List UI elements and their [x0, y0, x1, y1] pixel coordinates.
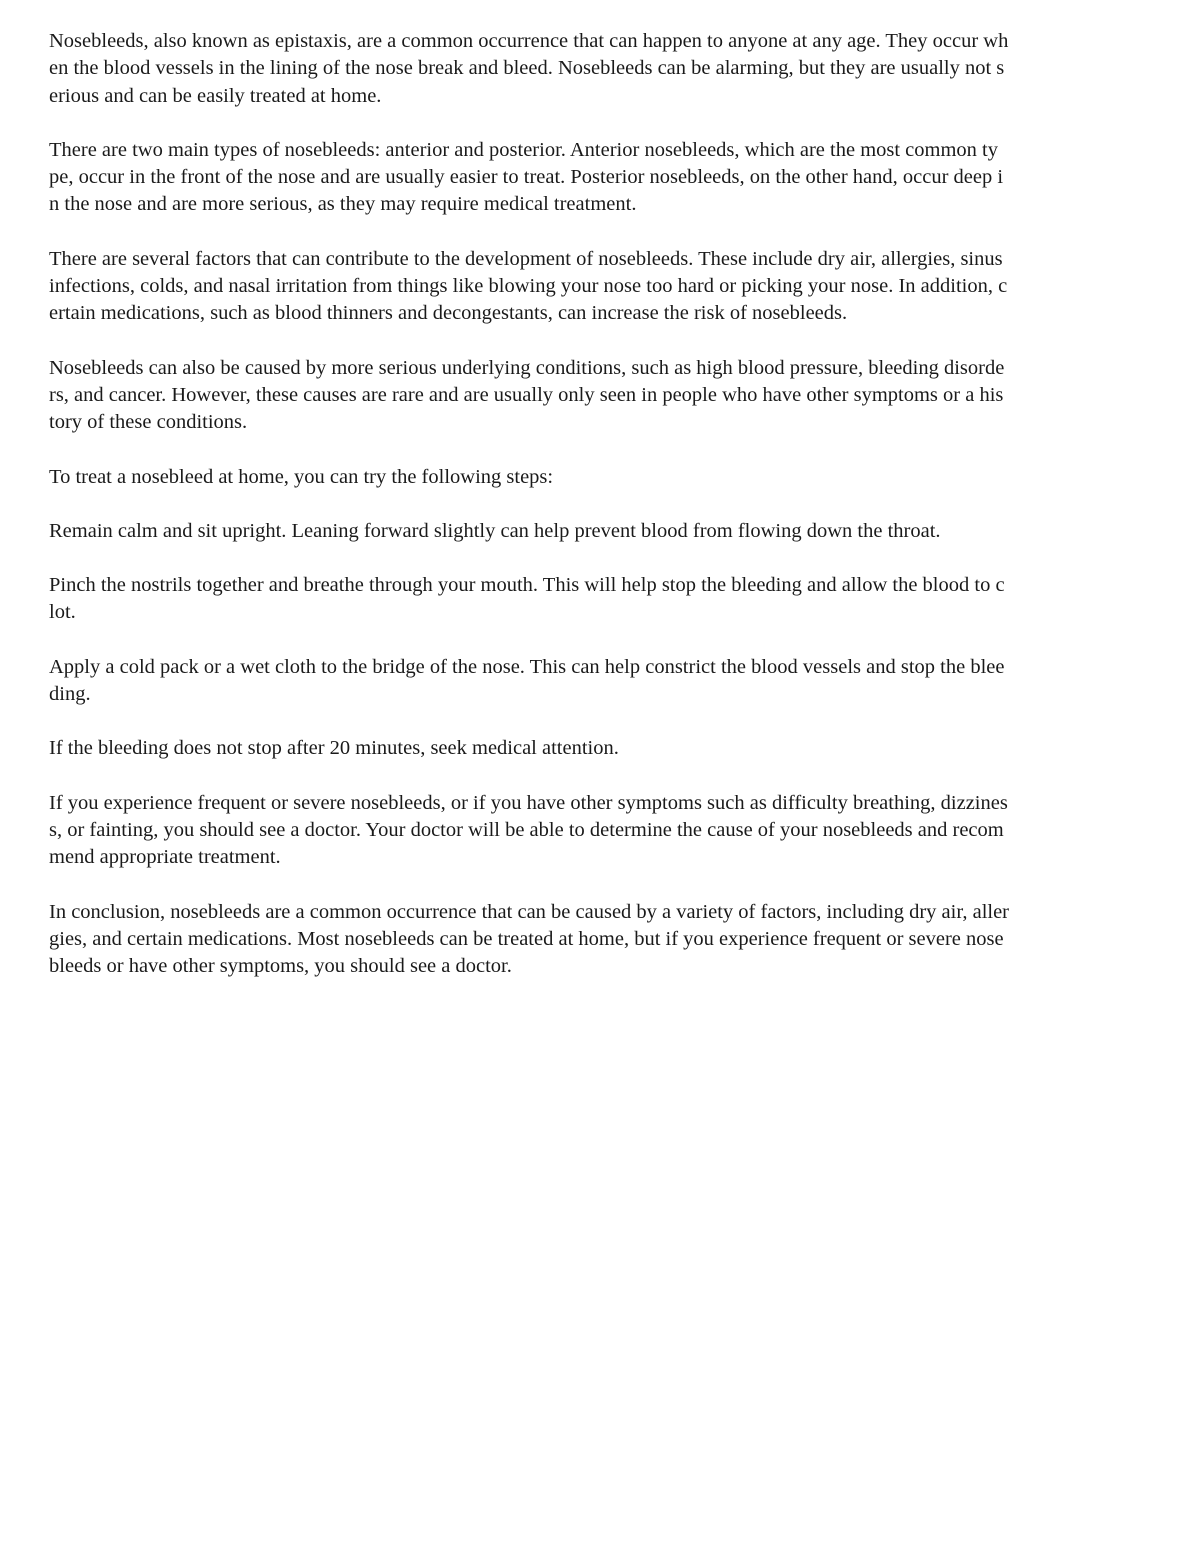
text-line: mend appropriate treatment. [49, 846, 281, 869]
text-line: Nosebleeds, also known as epistaxis, are a common occurrence that can happen to anyone at any age. They occur wh [49, 30, 1009, 52]
text-line: Nosebleeds can also be caused by more serious underlying conditions, such as high blood pressure, bleeding disorde [49, 356, 1005, 379]
text-line: pe, occur in the front of the nose and are usually easier to treat. Posterior nosebleeds, on the other hand, occur deep i [49, 166, 1004, 189]
paragraph-intro [49, 28, 1149, 110]
document-page [49, 28, 1149, 1007]
paragraph-step-sit-upright [49, 518, 1149, 545]
text-line: s, or fainting, you should see a doctor. Your doctor will be able to determine the cause of your nosebleeds and recom [49, 818, 1004, 841]
text-line: If the bleeding does not stop after 20 minutes, seek medical attention. [49, 737, 619, 760]
text-line: ertain medications, such as blood thinners and decongestants, can increase the risk of nosebleeds. [49, 302, 848, 325]
paragraph-underlying-conditions [49, 355, 1149, 437]
text-line: Remain calm and sit upright. Leaning forward slightly can help prevent blood from flowing down the throat. [49, 519, 941, 542]
text-line: Pinch the nostrils together and breathe through your mouth. This will help stop the bleeding and allow the blood to c [49, 574, 1005, 597]
text-line: gies, and certain medications. Most nosebleeds can be treated at home, but if you experience frequent or severe nose [49, 927, 1004, 950]
text-line: erious and can be easily treated at home. [49, 84, 382, 107]
text-line: lot. [49, 601, 76, 624]
paragraph-see-doctor [49, 790, 1149, 872]
text-line: There are two main types of nosebleeds: anterior and posterior. Anterior nosebleeds, which are the most common ty [49, 138, 998, 161]
paragraph-step-seek-attention [49, 735, 1149, 762]
paragraph-conclusion [49, 899, 1149, 981]
text-line: rs, and cancer. However, these causes are rare and are usually only seen in people who have other symptoms or a his [49, 383, 1004, 406]
text-line: ding. [49, 683, 91, 706]
text-line: tory of these conditions. [49, 411, 248, 434]
text-line: To treat a nosebleed at home, you can try the following steps: [49, 465, 554, 488]
text-line: en the blood vessels in the lining of the nose break and bleed. Nosebleeds can be alarming, but they are usually not s [49, 57, 1005, 80]
text-line: infections, colds, and nasal irritation from things like blowing your nose too hard or picking your nose. In addition, c [49, 275, 1008, 298]
paragraph-factors [49, 246, 1149, 328]
text-line: n the nose and are more serious, as they may require medical treatment. [49, 193, 637, 216]
text-line: bleeds or have other symptoms, you should see a doctor. [49, 955, 512, 978]
text-line: If you experience frequent or severe nosebleeds, or if you have other symptoms such as difficulty breathing, dizzines [49, 791, 1008, 814]
text-line: Apply a cold pack or a wet cloth to the bridge of the nose. This can help constrict the blood vessels and stop the blee [49, 655, 1005, 678]
paragraph-step-pinch [49, 572, 1149, 627]
paragraph-types [49, 137, 1149, 219]
text-line: In conclusion, nosebleeds are a common occurrence that can be caused by a variety of factors, including dry air, aller [49, 900, 1010, 923]
paragraph-step-cold-pack [49, 654, 1149, 709]
text-line: There are several factors that can contribute to the development of nosebleeds. These include dry air, allergies, sinus [49, 247, 1003, 270]
paragraph-treatment-intro [49, 464, 1149, 491]
